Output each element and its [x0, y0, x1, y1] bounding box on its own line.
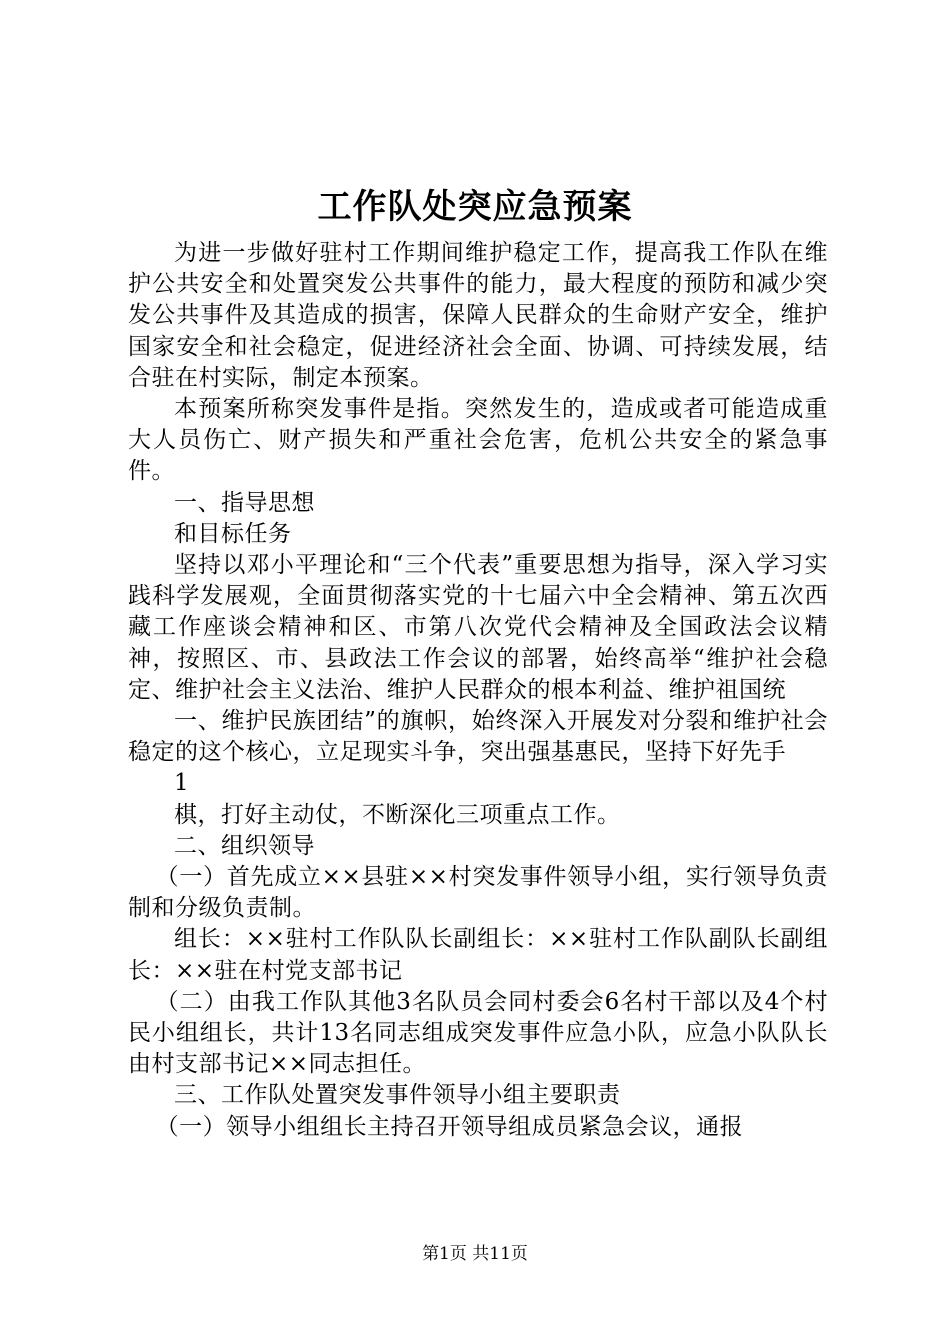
- paragraph-group-members: 组长：××驻村工作队队长副组长：××驻村工作队副队长副组长：××驻在村党支部书记: [128, 926, 828, 984]
- paragraph-chess: 棋，打好主动仗，不断深化三项重点工作。: [174, 801, 621, 828]
- page-footer: 第1页 共11页: [422, 1244, 528, 1264]
- paragraph-unity: 一、维护民族团结”的旗帜，始终深入开展发对分裂和维护社会稳定的这个核心，立足现实斗争，突出强基惠民，坚持下好先手: [128, 708, 828, 766]
- paragraph-duty-1: （一）领导小组组长主持召开领导组成员紧急会议，通报: [155, 1113, 744, 1140]
- heading-goals: 和目标任务: [174, 520, 292, 547]
- document-title: 工作队处突应急预案: [317, 187, 633, 227]
- paragraph-definition: 本预案所称突发事件是指。突然发生的，造成或者可能造成重大人员伤亡、财产损失和严重社会危害，危机公共安全的紧急事件。: [128, 396, 828, 485]
- paragraph-guidance: 坚持以邓小平理论和“三个代表”重要思想为指导，深入学习实践科学发展观，全面贯彻落实党的十七届六中全会精神、第五次西藏工作座谈会精神和区、市第八次党代会精神及全国政法会议精神，按照区、市、县政法工作会议的部署，始终高举“维护社会稳定、维护社会主义法治、维护人民群众的根本利益、维护祖国统: [128, 552, 828, 703]
- page-number-marker: 1: [174, 770, 190, 797]
- document-body: [128, 238, 828, 1143]
- paragraph-emergency-team: （二）由我工作队其他3名队员会同村委会6名村干部以及4个村民小组组长，共计13名同志组成突发事件应急小队，应急小队队长由村支部书记××同志担任。: [128, 988, 828, 1078]
- paragraph-leadership-group: （一）首先成立××县驻××村突发事件领导小组，实行领导负责制和分级负责制。: [128, 864, 828, 922]
- heading-guiding-thought: 一、指导思想: [174, 489, 315, 516]
- heading-organization: 二、组织领导: [174, 832, 315, 859]
- heading-duties: 三、工作队处置突发事件领导小组主要职责: [174, 1082, 621, 1109]
- paragraph-intro: 为进一步做好驻村工作期间维护稳定工作，提高我工作队在维护公共安全和处置突发公共事件的能力，最大程度的预防和减少突发公共事件及其造成的损害，保障人民群众的生命财产安全，维护国家安全和社会稳定，促进经济社会全面、协调、可持续发展，结合驻在村实际，制定本预案。: [128, 240, 828, 391]
